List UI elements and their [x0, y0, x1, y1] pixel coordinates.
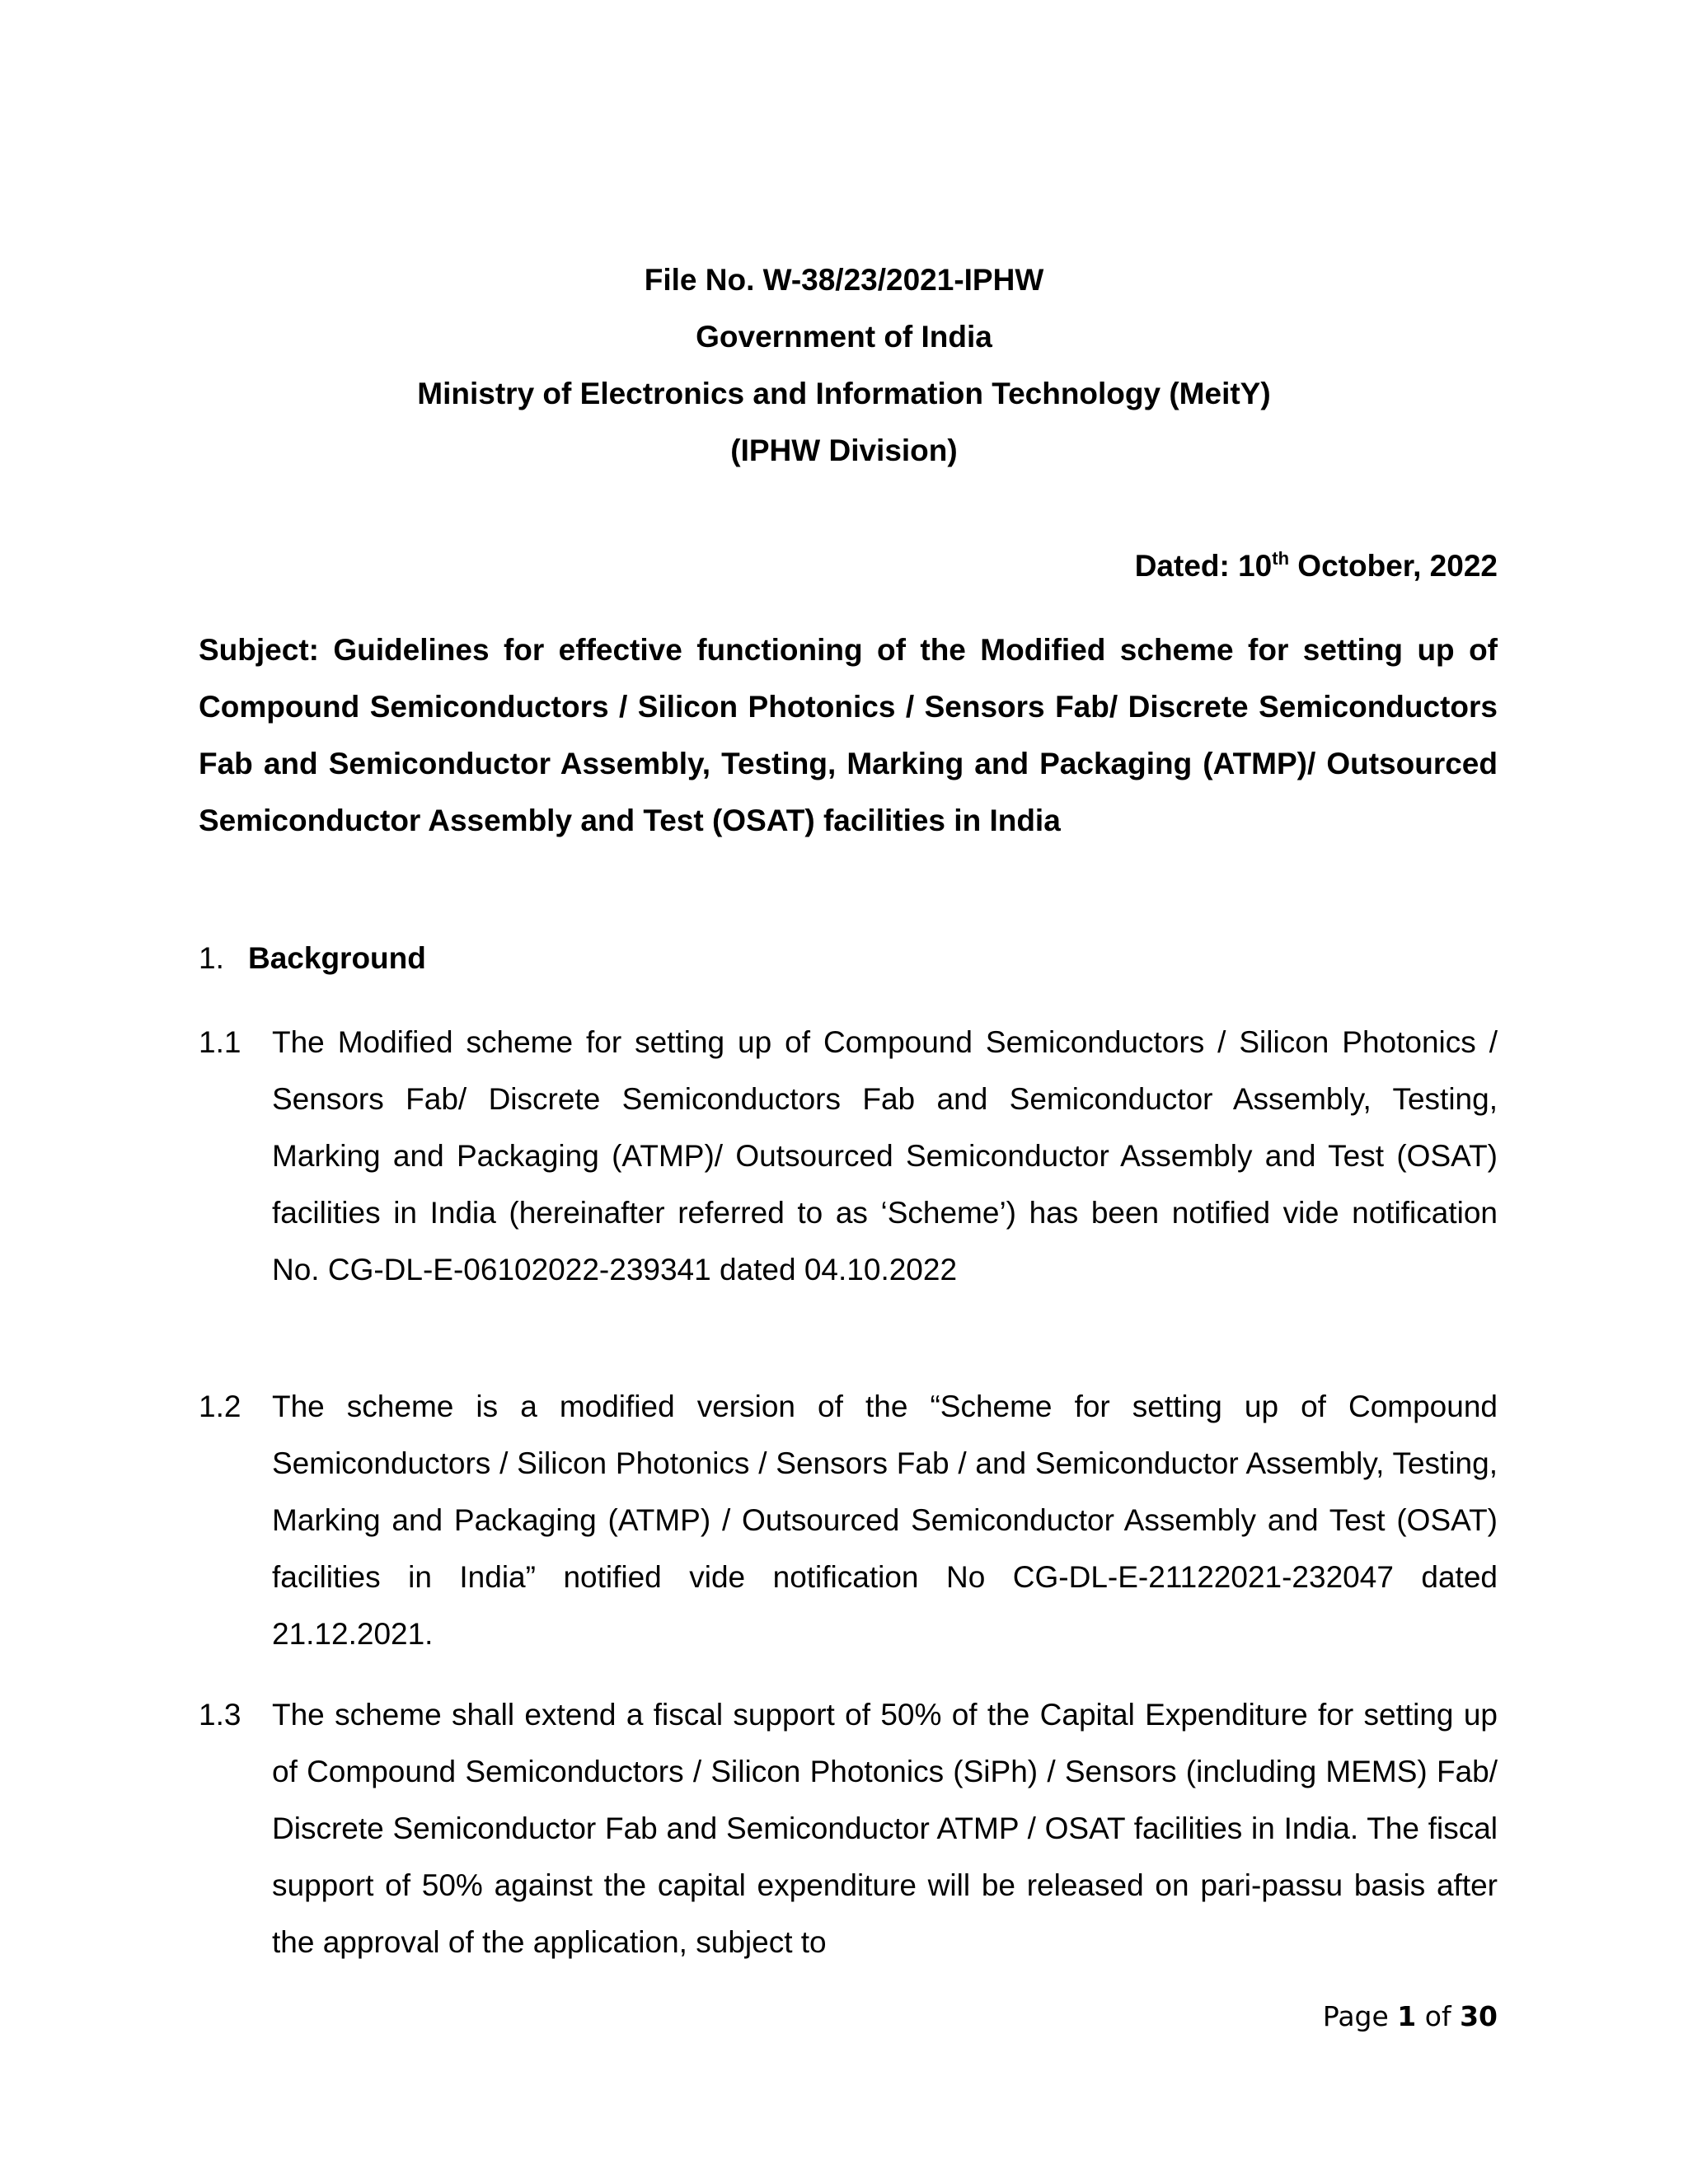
section-heading: [199, 930, 426, 987]
document-header: [0, 251, 1688, 479]
page-footer: [1323, 1999, 1498, 2035]
paragraph-number: 1.2: [199, 1390, 241, 1423]
section-title: Background: [248, 941, 426, 975]
section-number: 1.: [199, 941, 224, 975]
date-ordinal-suffix: th: [1272, 548, 1290, 569]
paragraph-number: 1.3: [199, 1698, 241, 1732]
paragraph-text: The scheme is a modified version of the “Scheme for setting up of Compound Semiconductors / Silicon Photonics / Sensors Fab / and Semiconductor Assembly, Testing, Marking and Packaging (ATMP) / Outsourced Semiconductor Assembly and Test (OSAT) facilities in India” notified vide notification No CG-DL-E-21122021-232047 dated 21.12.2021.: [272, 1390, 1498, 1651]
date-prefix: Dated: 10: [1134, 549, 1273, 583]
document-date: [1135, 537, 1498, 594]
page-number: 1: [1397, 2000, 1417, 2032]
file-number: File No. W-38/23/2021-IPHW: [644, 263, 1044, 297]
government-name: Government of India: [696, 320, 992, 354]
paragraph: [199, 1378, 1498, 1662]
page-label: Page: [1322, 2000, 1398, 2032]
paragraph: [199, 1686, 1498, 1971]
division-name: (IPHW Division): [730, 434, 958, 467]
paragraph-text: The Modified scheme for setting up of Compound Semiconductors / Silicon Photonics / Sensors Fab/ Discrete Semiconductors Fab and Semiconductor Assembly, Testing, Marking and Packaging (ATMP)/ Outsourced Semiconductor Assembly and Test (OSAT) facilities in India (hereinafter referred to as ‘Scheme’) has been notified vide notification No. CG-DL-E-06102022-239341 dated 04.10.2022: [272, 1025, 1498, 1286]
subject-line: Subject: Guidelines for effective functioning of the Modified scheme for setting up of Compound Semiconductors / Silicon Photonics / Sensors Fab/ Discrete Semiconductors Fab and Semiconductor Assembly, Testing, Marking and Packaging (ATMP)/ Outsourced Semiconductor Assembly and Test (OSAT) facilities in India: [199, 633, 1498, 837]
ministry-name: Ministry of Electronics and Information Technology (MeitY): [417, 377, 1271, 410]
total-pages: 30: [1460, 2000, 1498, 2032]
paragraph-number: 1.1: [199, 1025, 241, 1059]
page-of-label: of: [1416, 2000, 1461, 2032]
date-rest: October, 2022: [1289, 549, 1498, 583]
paragraph: [199, 1014, 1498, 1298]
paragraph-text: The scheme shall extend a fiscal support of 50% of the Capital Expenditure for setting up of Compound Semiconductors / Silicon Photonics (SiPh) / Sensors (including MEMS) Fab/ Discrete Semiconductor Fab and Semiconductor ATMP / OSAT facilities in India. The fiscal support of 50% against the capital expenditure will be released on pari-passu basis after the approval of the application, subject to: [272, 1698, 1498, 1959]
